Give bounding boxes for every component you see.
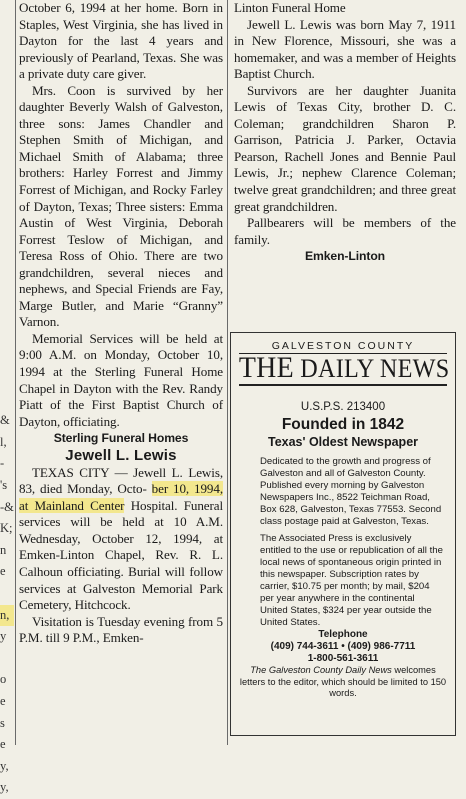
- gutter-fragment: [0, 108, 14, 130]
- gutter-fragment: [0, 583, 14, 605]
- highlighted-text: ber 10, 1994, at Mainland Center: [19, 481, 223, 513]
- masthead-ap-notice: The Associated Press is exclusively entitled to the use or republication of all the local news of spontaneous origin printed in this newspaper. Subscription rates by carrier, $10.75 per month; by mail, $204 per year anywhere in the continental United States, $324 per year outside the United States.: [260, 533, 443, 628]
- masthead-dedication: Dedicated to the growth and progress of Galveston and all of Galveston County. Published every morning by Galveston Newspapers Inc., 8522 Teichman Road, Box 628, Galveston, Texas 77553. Second class postage paid at Galveston, Texas.: [260, 456, 442, 527]
- masthead-oldest: Texas' Oldest Newspaper: [267, 435, 419, 449]
- gutter-fragment: s: [0, 715, 5, 730]
- paper-name-rest: DAILY NEWS: [300, 354, 450, 383]
- gutter-fragment: 's: [0, 478, 8, 493]
- gutter-fragment: y: [0, 629, 7, 644]
- column-divider-left: [15, 0, 16, 745]
- masthead-bottom-rule: [239, 384, 447, 386]
- masthead-telephone-label: Telephone: [318, 629, 368, 640]
- masthead-paper-name: [238, 351, 450, 384]
- lead-text-2: Hospital. Funeral services will be held at 10 A.M. Wednesday, October 12, 1994, at Emken-Linton Chapel, Rev. R. L. Calhoun officiating. Burial will follow services at Galveston Memorial Park Cemetery, Hitchcock.: [19, 497, 223, 613]
- funeral-home-credit-emken-linton: Emken-Linton: [304, 249, 386, 264]
- obituary-coon-intro: October 6, 1994 at her home. Born in Staples, West Virginia, she has lived in Dayton for the last 4 years and previously of Pearland, Texas. She was a private duty care giver.: [19, 0, 223, 82]
- obituary-coon-memorial: Memorial Services will be held at 9:00 A.M. on Monday, October 10, 1994 at the Sterling Funeral Home Chapel in Dayton with the Rev. Randy Piatt of the First Baptist Church of Dayton, officiating.: [19, 330, 223, 429]
- gutter-fragment: K;: [0, 521, 13, 536]
- gutter-fragment: [0, 346, 14, 368]
- letters-note-text: welcomes letters to the editor, which should be limited to 150 words.: [239, 665, 447, 698]
- masthead-founded: Founded in 1842: [281, 416, 405, 433]
- funeral-home-credit-sterling: Sterling Funeral Homes: [53, 431, 189, 446]
- paper-name-the: THE: [238, 351, 294, 384]
- gutter-fragment: e: [0, 564, 6, 579]
- obituary-lewis-survivors: Survivors are her daughter Juanita Lewis of Texas City, brother D. C. Coleman; grandchildren Sharon P. Garrison, Patricia J. Parker, Octavia Pearson, Rachell Jones and Bennie Paul Lewis, Jr.; nephew Clarence Coleman; twelve great grandchildren; and three great great grandchildren.: [234, 82, 456, 214]
- gutter-fragment: e: [0, 737, 6, 752]
- gutter-fragment: -&: [0, 499, 14, 514]
- gutter-fragment: [0, 130, 14, 152]
- obituary-coon-survivors: Mrs. Coon is survived by her daughter Beverly Walsh of Galveston, three sons: James Chandler and Stephen Smith of Michigan, and Michael Smith of Alabama; three brothers: Harley Forrest and Jimmy Forrest of Michigan, and Rocky Farley of Dayton, Texas; Three sisters: Emma Austin of West Virginia, Deborah Forrest Teslow of Michigan, and Teresa Ross of Ohio. There are two grandchildren, several nieces and nephews, and Special Friends are Fay, Marge Butler, and Marie “Granny” Varnon.: [19, 82, 223, 330]
- lead-text-1: TEXAS CITY — Jewell L. Lewis, 83, died Monday, Octo-: [19, 464, 223, 497]
- masthead-usps: U.S.P.S. 213400: [300, 401, 386, 413]
- gutter-fragment: e: [0, 694, 6, 708]
- gutter-fragment: -: [0, 456, 5, 471]
- gutter-fragment: [0, 259, 14, 281]
- gutter-fragment: [0, 216, 14, 238]
- gutter-fragment: [0, 367, 14, 389]
- gutter-fragment: [0, 238, 14, 260]
- masthead-box: [230, 332, 456, 736]
- gutter-fragment: [0, 302, 14, 324]
- obituary-lewis-pallbearers: Pallbearers will be members of the family.: [234, 215, 456, 247]
- gutter-fragment: [0, 22, 14, 44]
- gutter-fragment: y,: [0, 780, 9, 795]
- gutter-fragment: [0, 65, 14, 87]
- gutter-fragment: [0, 86, 14, 108]
- masthead-telephone-numbers: (409) 744-3611 • (409) 986-7711: [270, 641, 416, 652]
- obituary-lewis-continued: Linton Funeral Home: [234, 0, 346, 15]
- right-column: [234, 0, 456, 265]
- gutter-fragment: [0, 281, 14, 303]
- masthead-county: GALVESTON COUNTY: [271, 340, 415, 352]
- masthead-letters-note: [231, 665, 455, 700]
- gutter-fragment: [0, 648, 14, 670]
- gutter-fragment: [0, 324, 14, 346]
- obituary-lewis-born: Jewell L. Lewis was born May 7, 1911 in New Florence, Missouri, she was a homemaker, and was a member of Heights Baptist Church.: [234, 16, 456, 82]
- gutter-fragment: o: [0, 672, 7, 687]
- adjacent-column-fragments: [0, 0, 14, 795]
- gutter-fragment: [0, 173, 14, 195]
- obituary-lewis-lead: [19, 465, 223, 614]
- letters-paper-name: The Galveston County Daily News: [250, 665, 392, 675]
- obituary-name-heading: Jewell L. Lewis: [65, 446, 177, 464]
- left-column: [19, 0, 223, 647]
- gutter-fragment: [0, 389, 14, 411]
- gutter-fragment: l,: [0, 434, 7, 449]
- gutter-fragment: [0, 0, 14, 22]
- gutter-fragment: n,: [0, 605, 14, 627]
- gutter-fragment: [0, 151, 14, 173]
- gutter-fragment: &: [0, 413, 10, 428]
- obituary-lewis-visitation: Visitation is Tuesday evening from 5 P.M. till 9 P.M., Emken-: [19, 613, 223, 646]
- masthead-telephone-tollfree: 1-800-561-3611: [307, 653, 379, 664]
- gutter-fragment: y,: [0, 758, 9, 773]
- gutter-fragment: [0, 194, 14, 216]
- gutter-fragment: n: [0, 542, 7, 557]
- column-divider-middle: [227, 0, 228, 745]
- gutter-fragment: [0, 43, 14, 65]
